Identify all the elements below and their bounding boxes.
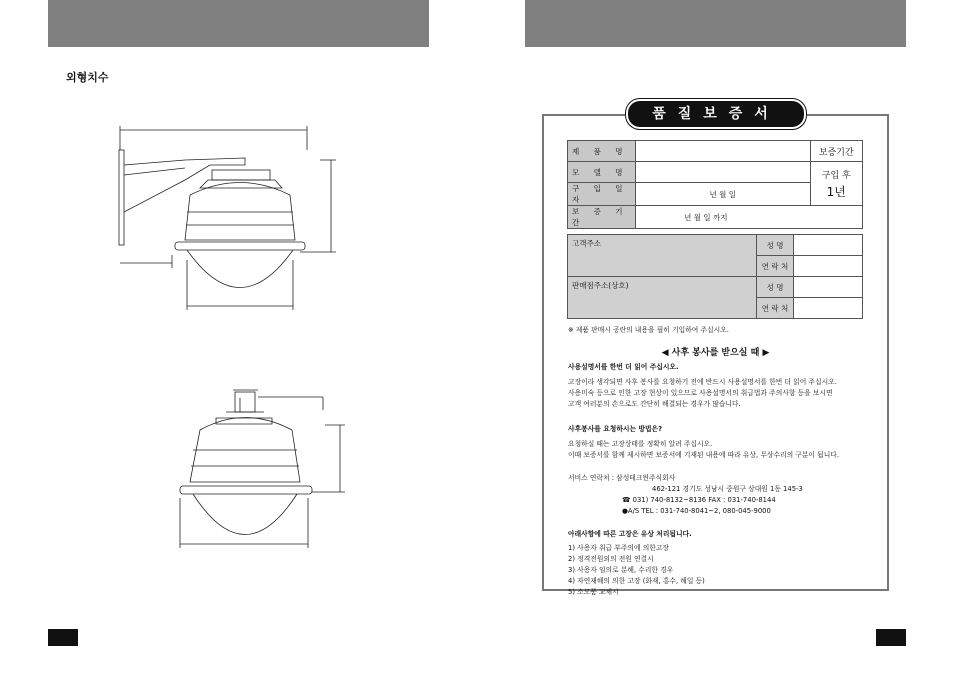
purchase-date-label: 구 입 일 자 [568, 183, 636, 206]
dealer-name-label: 성 명 [757, 277, 794, 298]
customer-contact-label: 연 락 처 [757, 256, 794, 277]
wall-mount-drawing [119, 126, 336, 310]
left-page-tab [48, 629, 78, 646]
paid-item: 4) 자연재해의 의한 고장 (화재, 홍수, 해일 등) [568, 577, 705, 585]
customer-address[interactable]: 고객주소 [568, 235, 757, 277]
model-value[interactable] [636, 162, 810, 183]
customer-name-label: 성 명 [757, 235, 794, 256]
paid-item: 2) 정격전원외의 전원 연결시 [568, 555, 654, 563]
customer-contact-value[interactable] [794, 256, 863, 277]
ceiling-mount-drawing [180, 390, 345, 548]
paid-title: 아래사항에 따른 고장은 유상 처리됩니다. [568, 530, 692, 538]
after-purchase: 구입 후 [821, 170, 851, 181]
read-manual-line: 고객 여러분의 손으로도 간단히 해결되는 경우가 많습니다. [568, 400, 741, 408]
contact-line: ●A/S TEL : 031-740-8041~2, 080-045-9000 [622, 507, 771, 515]
warranty-period-value[interactable]: 년 월 일 까지 [636, 206, 863, 229]
model-label: 모 델 명 [568, 162, 636, 183]
read-manual-title: 사용설명서를 한번 더 읽어 주십시오. [568, 363, 679, 371]
contact-line: 462-121 경기도 성남시 중원구 상대원 1동 145-3 [652, 485, 803, 493]
product-info-table [567, 140, 863, 229]
fill-note: ※ 제품 판매시 공란의 내용을 필히 기입하여 주십시오. [568, 326, 729, 334]
right-page-tab [876, 629, 906, 646]
warranty-term-cell [810, 162, 863, 206]
dealer-address[interactable]: 판매점주소(상호) [568, 277, 757, 319]
service-instructions [568, 362, 839, 598]
service-title: ◀ 사후 봉사를 받으실 때 ▶ [661, 348, 770, 358]
section-title: 외형치수 [66, 71, 109, 84]
dealer-name-value[interactable] [794, 277, 863, 298]
product-label: 제 품 명 [568, 141, 636, 162]
customer-dealer-table [567, 234, 863, 319]
paid-item: 1) 사용자 취급 부주의에 의한고장 [568, 544, 669, 552]
paid-item: 3) 사용자 임의로 분해, 수리한 경우 [568, 566, 674, 574]
read-manual-line: 고장이라 생각되면 사후 봉사를 요청하기 전에 반드시 사용설명서를 한번 더 읽어 주십시오. [568, 378, 837, 386]
request-line: 요청하실 때는 고장상태를 정확히 알려 주십시오. [568, 440, 713, 448]
dealer-contact-value[interactable] [794, 298, 863, 319]
customer-name-value[interactable] [794, 235, 863, 256]
warranty-period-label: 보 증 기 간 [568, 206, 636, 229]
request-title: 사후봉사를 요청하시는 방법은? [568, 425, 663, 433]
contact-line: ☎ 031) 740-8132~8136 FAX : 031-740-8144 [622, 496, 776, 504]
dealer-contact-label: 연 락 처 [757, 298, 794, 319]
warranty-banner: 품질보증서 [626, 99, 806, 129]
warranty-period-header: 보증기간 [810, 141, 863, 162]
read-manual-line: 사용미숙 등으로 인한 고장 현상이 있으므로 사용설명서의 취급법과 주의사항 등을 보시면 [568, 389, 833, 397]
purchase-date-value[interactable]: 년 월 일 [636, 183, 810, 206]
contact-line: 서비스 연락처 : 삼성테크윈주식회사 [568, 474, 676, 482]
paid-item: 5) 소모품 교체시 [568, 588, 619, 596]
request-line: 이때 보증서를 함께 제시하면 보증서에 기재된 내용에 따라 유상, 무상수리의 구분이 됩니다. [568, 451, 840, 459]
product-value[interactable] [636, 141, 810, 162]
one-year: 1년 [826, 184, 846, 199]
